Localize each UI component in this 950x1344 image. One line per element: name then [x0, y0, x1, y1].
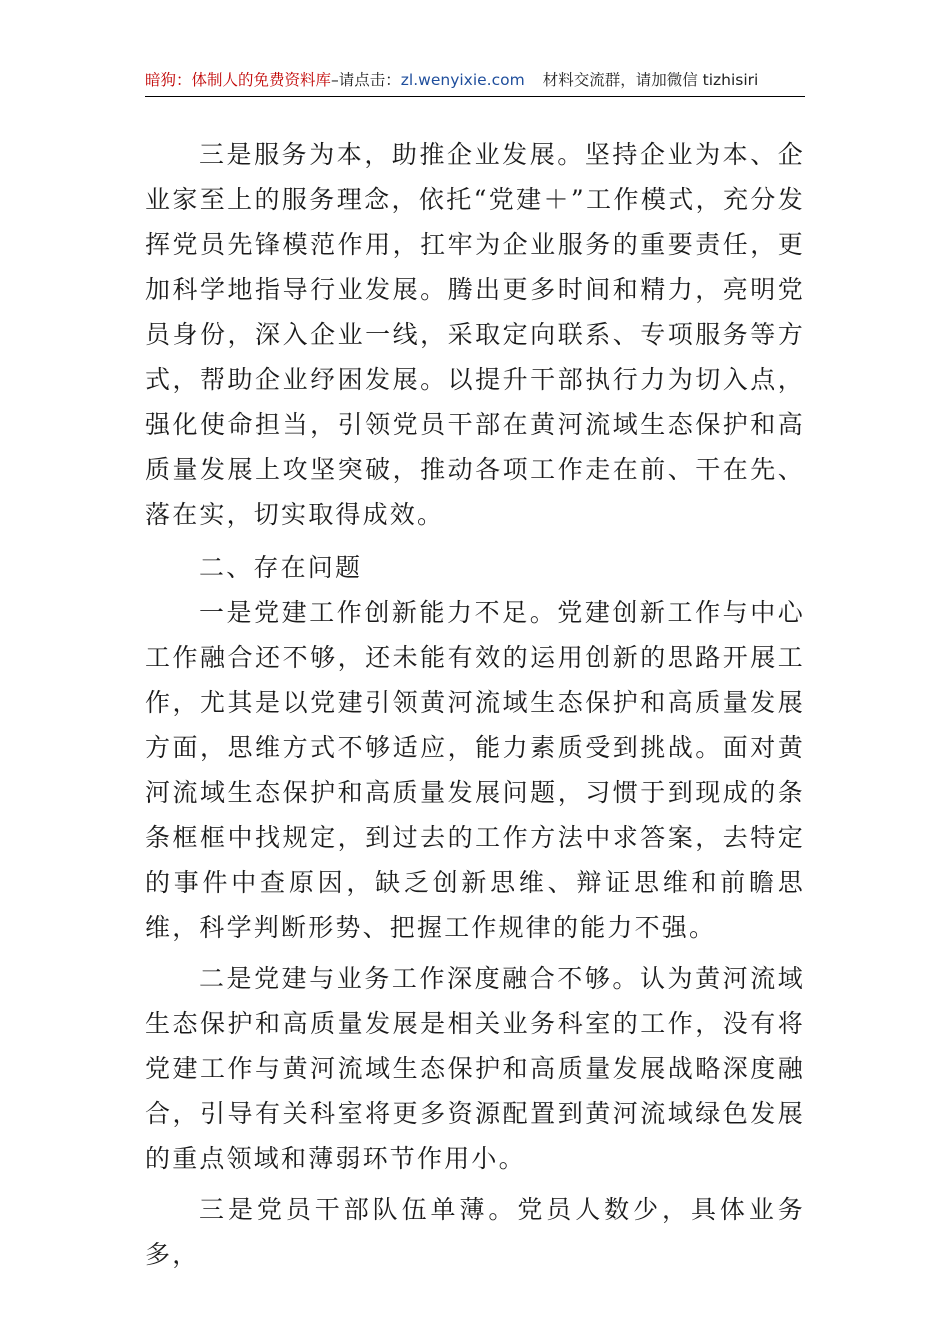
page-header [145, 66, 805, 97]
section-heading: 二、存在问题 [199, 553, 363, 582]
paragraph-integration: 二是党建与业务工作深度融合不够。认为黄河流域生态保护和高质量发展是相关业务科室的工作，没有将党建工作与黄河流域生态保护和高质量发展战略深度融合，引导有关科室将更多资源配置到黄河流域绿色发展的重点领域和薄弱环节作用小。 [145, 964, 805, 1173]
header-wechat-note: 材料交流群，请加微信 tizhisiri [542, 71, 759, 89]
header-link[interactable]: zl.wenyixie.com [400, 71, 525, 89]
paragraph-team: 三是党员干部队伍单薄。党员人数少，具体业务多， [145, 1195, 805, 1269]
header-click-prompt: –请点击： [331, 71, 401, 89]
paragraph-innovation: 一是党建工作创新能力不足。党建创新工作与中心工作融合还不够，还未能有效的运用创新的思路开展工作，尤其是以党建引领黄河流域生态保护和高质量发展方面，思维方式不够适应，能力素质受到挑战。面对黄河流域生态保护和高质量发展问题，习惯于到现成的条条框框中找规定，到过去的工作方法中求答案，去特定的事件中查原因，缺乏创新思维、辩证思维和前瞻思维，科学判断形势、把握工作规律的能力不强。 [145, 598, 805, 942]
paragraph-service: 三是服务为本，助推企业发展。坚持企业为本、企业家至上的服务理念，依托“党建＋”工作模式，充分发挥党员先锋模范作用，扛牢为企业服务的重要责任，更加科学地指导行业发展。腾出更多时间和精力，亮明党员身份，深入企业一线，采取定向联系、专项服务等方式，帮助企业纾困发展。以提升干部执行力为切入点，强化使命担当，引领党员干部在黄河流域生态保护和高质量发展上攻坚突破，推动各项工作走在前、干在先、落在实，切实取得成效。 [145, 140, 805, 529]
document-body [145, 132, 805, 1277]
header-site-name: 暗狗：体制人的免费资料库 [145, 71, 332, 89]
